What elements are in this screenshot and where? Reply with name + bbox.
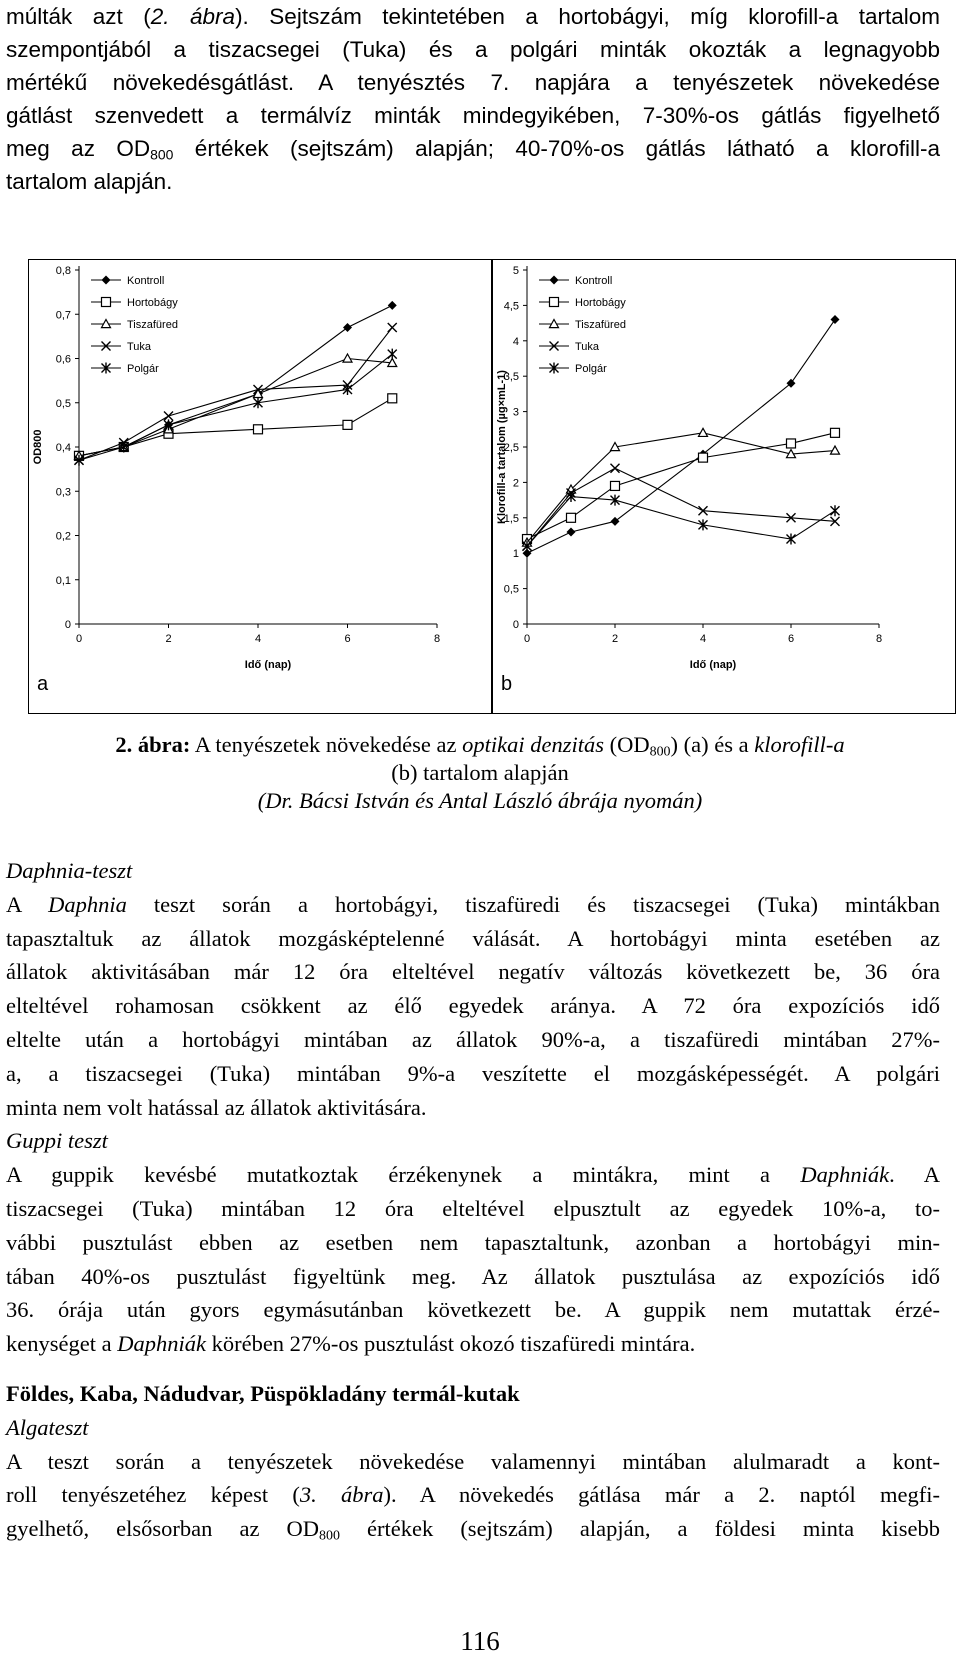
y-tick-label: 5 xyxy=(512,265,519,277)
text-line: tában 40%-os pusztulást figyeltünk meg. Az állatok pusztulása az expozíciós idő xyxy=(6,1263,940,1289)
data-point xyxy=(831,505,840,516)
data-point xyxy=(388,394,397,403)
legend-marker xyxy=(550,298,559,307)
chart-panel-a xyxy=(28,259,492,714)
data-point xyxy=(611,464,620,473)
legend-marker xyxy=(102,298,111,307)
y-tick-label: 3,5 xyxy=(503,371,519,384)
y-tick-label: 0,6 xyxy=(55,353,71,366)
section-heading: Daphnia-teszt xyxy=(6,858,133,883)
legend-label: Polgár xyxy=(127,363,159,375)
data-point xyxy=(611,481,620,490)
y-tick-label: 0,7 xyxy=(55,309,71,322)
x-tick-label: 6 xyxy=(787,633,795,645)
x-tick-label: 8 xyxy=(433,633,441,645)
text-line: minta nem volt hatással az állatok aktivitására. xyxy=(6,1094,427,1120)
caption-credit: (Dr. Bácsi István és Antal László ábrája nyomán) xyxy=(257,788,703,813)
y-tick-label: 0,5 xyxy=(503,583,519,596)
page-number: 116 xyxy=(460,1626,500,1656)
text-line: kenységet a Daphniák körében 27%-os pusztulást okozó tiszafüredi mintára. xyxy=(6,1331,696,1357)
caption-prefix: 2. ábra: xyxy=(115,732,191,757)
data-point xyxy=(343,354,352,362)
legend-label: Kontroll xyxy=(127,275,165,287)
y-tick-label: 0,1 xyxy=(55,574,71,587)
legend-label: Polgár xyxy=(575,363,607,375)
section-heading: Algateszt xyxy=(6,1414,89,1440)
data-point xyxy=(254,425,263,434)
legend-label: Tuka xyxy=(127,341,152,353)
y-tick-label: 0,4 xyxy=(55,442,71,454)
text-line: tiszacsegei (Tuka) mintában 12 óra elteltével elpusztult az egyedek 10%-a, to- xyxy=(6,1195,940,1221)
y-tick-label: 2 xyxy=(512,477,519,490)
chlorophyll-chart xyxy=(493,260,957,715)
text-line: mértékű növekedésgátlást. A tenyésztés 7. napjára a tenyészetek növekedése xyxy=(6,70,940,95)
intro-paragraph xyxy=(6,0,940,198)
panel-label: a xyxy=(37,673,49,695)
text-line: meg az $OD_{800}$ értékek (sejtszám) alapján; 40-70%-os gátlás látható a klorofill-a xyxy=(6,136,940,163)
panel-label: b xyxy=(501,673,513,695)
y-tick-label: 0,2 xyxy=(55,530,71,543)
series-kontroll xyxy=(75,301,397,460)
legend-label: Tiszafüred xyxy=(575,319,626,331)
data-point xyxy=(831,428,840,437)
y-axis-label: OD800 xyxy=(32,429,44,465)
y-tick-label: 4 xyxy=(512,335,519,348)
text-line: állatok aktivitásában már 12 óra elteltével negatív változás következett be, 36 óra xyxy=(6,959,940,985)
series-tuka xyxy=(75,323,397,465)
chart-panel-b xyxy=(492,259,956,714)
legend-label: Tuka xyxy=(575,341,600,353)
data-point xyxy=(343,323,352,332)
x-tick-label: 8 xyxy=(875,633,883,645)
data-point xyxy=(611,517,620,526)
series-line xyxy=(527,433,835,539)
legend-label: Tiszafüred xyxy=(127,319,178,331)
data-point xyxy=(787,439,796,448)
x-tick-label: 0 xyxy=(75,633,83,645)
legend-label: Hortobágy xyxy=(127,297,178,309)
data-point xyxy=(388,323,397,332)
x-axis-label: Idő (nap) xyxy=(244,659,292,671)
text-line: 36. órája után gyors egymásutánban következett be. A guppik nem mutattak érzé- xyxy=(6,1297,940,1323)
data-point xyxy=(831,446,840,454)
text-line: vábbi pusztulást ebben az esetben nem tapasztaltunk, azonban a hortobágyi min- xyxy=(6,1229,940,1255)
y-tick-label: 0 xyxy=(64,619,71,631)
text-line: eltelte után a hortobágyi mintában az állatok 90%-a, a tiszafüredi mintában 27%- xyxy=(6,1026,940,1052)
figure-caption: 2. ábra: A tenyészetek növekedése az optikai denzitás $(OD_{800})$ (a) és a klorofill-a (b) tartalom alapján (Dr. Bácsi István és Antal László ábrája nyomán) xyxy=(0,731,960,815)
text-line: tartalom alapján. xyxy=(6,169,173,194)
text-line: múlták azt (2. ábra). Sejtszám tekintetében a hortobágyi, míg klorofill-a tartalom xyxy=(6,4,940,29)
x-tick-label: 2 xyxy=(611,633,619,645)
data-point xyxy=(388,349,397,360)
data-point xyxy=(164,412,173,421)
text-line: tapasztaltuk az állatok mozgásképtelenné válását. A hortobágyi minta esetében az xyxy=(6,925,940,951)
y-tick-label: 3 xyxy=(512,406,519,419)
x-tick-label: 4 xyxy=(699,633,707,645)
x-axis-label: Idő (nap) xyxy=(689,659,737,671)
text-line: szempontjából a tiszacsegei (Tuka) és a polgári minták okozták a legnagyobb xyxy=(6,37,940,62)
y-axis-label: Klorofill-a tartalom (µg×mL-1) xyxy=(496,370,508,524)
y-tick-label: 2,5 xyxy=(503,442,519,454)
text-line: A guppik kevésbé mutatkoztak érzékenynek a mintákra, mint a Daphniák. A xyxy=(6,1162,941,1188)
caption-line-2: (b) tartalom alapján xyxy=(391,760,569,785)
section-heading: Guppi teszt xyxy=(6,1128,108,1154)
data-point xyxy=(388,301,397,310)
text-line: roll tenyészetéhez képest (3. ábra). A növekedés gátlása már a 2. naptól megfi- xyxy=(6,1482,940,1508)
section-heading: Földes, Kaba, Nádudvar, Püspökladány termál-kutak xyxy=(6,1380,520,1406)
od800-chart xyxy=(29,260,493,715)
text-line: gyelhető, elsősorban az $OD_{800}$ értékek (sejtszám) alapján, a földesi minta kisebb xyxy=(6,1516,940,1544)
data-point xyxy=(567,513,576,522)
data-point xyxy=(699,428,708,436)
data-point xyxy=(567,527,576,536)
legend-label: Kontroll xyxy=(575,275,613,287)
text-line: A teszt során a tenyészetek növekedése valamennyi mintában alulmaradt a kont- xyxy=(6,1448,940,1474)
x-tick-label: 2 xyxy=(165,633,172,645)
data-point xyxy=(343,420,352,429)
series-line xyxy=(527,468,835,546)
text-line: elteltével rohamosan csökkent az élő egyedek aránya. A 72 óra expozíciós idő xyxy=(6,993,940,1019)
y-tick-label: 4,5 xyxy=(503,300,519,313)
legend-marker xyxy=(550,276,559,285)
text-line: A Daphnia teszt során a hortobágyi, tiszafüredi és tiszacsegei (Tuka) mintákban xyxy=(6,891,940,917)
x-tick-label: 6 xyxy=(344,633,351,645)
y-tick-label: 0,3 xyxy=(55,486,71,499)
y-tick-label: 0,8 xyxy=(55,265,71,277)
body-text xyxy=(6,854,940,1546)
y-tick-label: 0 xyxy=(512,619,519,631)
text-line: gátlást szenvedett a termálvíz minták mindegyikében, 7-30%-os gátlás figyelhető xyxy=(6,103,940,128)
y-tick-label: 1 xyxy=(512,548,519,561)
legend-label: Hortobágy xyxy=(575,297,626,309)
y-tick-label: 1,5 xyxy=(503,512,519,525)
x-tick-label: 0 xyxy=(523,633,531,645)
text-line: a, a tiszacsegei (Tuka) mintában 9%-a veszítette el mozgásképességét. A polgári xyxy=(6,1060,940,1086)
series-polgár xyxy=(75,349,397,466)
data-point xyxy=(699,453,708,462)
legend-marker xyxy=(102,276,111,285)
x-tick-label: 4 xyxy=(254,633,262,645)
y-tick-label: 0,5 xyxy=(55,397,71,410)
data-point xyxy=(831,315,840,324)
